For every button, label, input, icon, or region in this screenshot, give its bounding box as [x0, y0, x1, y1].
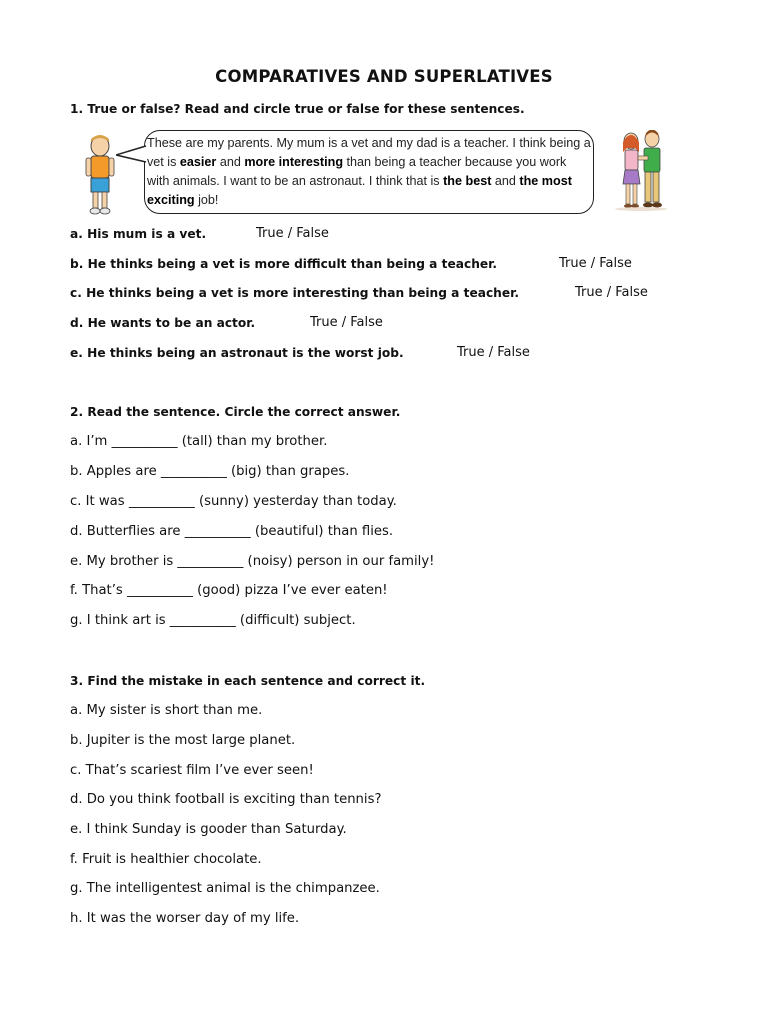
section2-heading: 2. Read the sentence. Circle the correct answer. [70, 405, 401, 419]
speech-bubble-text: These are my parents. My mum is a vet and my dad is a teacher. I think being a vet is easier and more interesting than being a teacher because you work with animals. I want to be an astronaut. I think that is the best and the most exciting job! [147, 136, 591, 207]
s3-item-d: d. Do you think football is exciting than tennis? [70, 792, 382, 807]
s1-item-b-choice[interactable]: True / False [559, 256, 632, 271]
s2-item-a: a. I’m __________ (tall) than my brother. [70, 434, 328, 449]
s3-item-h: h. It was the worser day of my life. [70, 911, 300, 926]
section1-heading: 1. True or false? Read and circle true or false for these sentences. [70, 102, 525, 116]
s1-item-e-choice[interactable]: True / False [457, 345, 530, 360]
s1-item-d: d. He wants to be an actor. [70, 316, 256, 330]
page-title: COMPARATIVES AND SUPERLATIVES [215, 67, 553, 86]
s2-item-b: b. Apples are __________ (big) than grapes. [70, 464, 350, 479]
s2-item-c: c. It was __________ (sunny) yesterday than today. [70, 494, 397, 509]
s3-item-e: e. I think Sunday is gooder than Saturday. [70, 822, 347, 837]
s3-item-f: f. Fruit is healthier chocolate. [70, 852, 262, 867]
section3-heading: 3. Find the mistake in each sentence and correct it. [70, 674, 426, 688]
s3-item-g: g. The intelligentest animal is the chimpanzee. [70, 881, 380, 896]
s2-item-e: e. My brother is __________ (noisy) person in our family! [70, 554, 435, 569]
s3-item-b: b. Jupiter is the most large planet. [70, 733, 296, 748]
s1-item-c: c. He thinks being a vet is more interesting than being a teacher. [70, 286, 520, 300]
s1-item-c-choice[interactable]: True / False [575, 285, 648, 300]
parents-illustration [612, 130, 670, 212]
s1-item-e: e. He thinks being an astronaut is the worst job. [70, 346, 404, 360]
speech-bubble-tail [116, 145, 148, 165]
s2-item-f: f. That’s __________ (good) pizza I’ve ever eaten! [70, 583, 388, 598]
s1-item-d-choice[interactable]: True / False [310, 315, 383, 330]
s2-item-g: g. I think art is __________ (difficult) subject. [70, 613, 356, 628]
s1-item-b: b. He thinks being a vet is more difficult than being a teacher. [70, 257, 498, 271]
s3-item-a: a. My sister is short than me. [70, 703, 263, 718]
s3-item-c: c. That’s scariest film I’ve ever seen! [70, 763, 314, 778]
s1-item-a: a. His mum is a vet. [70, 227, 207, 241]
boy-illustration [80, 134, 120, 216]
s1-item-a-choice[interactable]: True / False [256, 226, 329, 241]
s2-item-d: d. Butterflies are __________ (beautiful) than flies. [70, 524, 394, 539]
